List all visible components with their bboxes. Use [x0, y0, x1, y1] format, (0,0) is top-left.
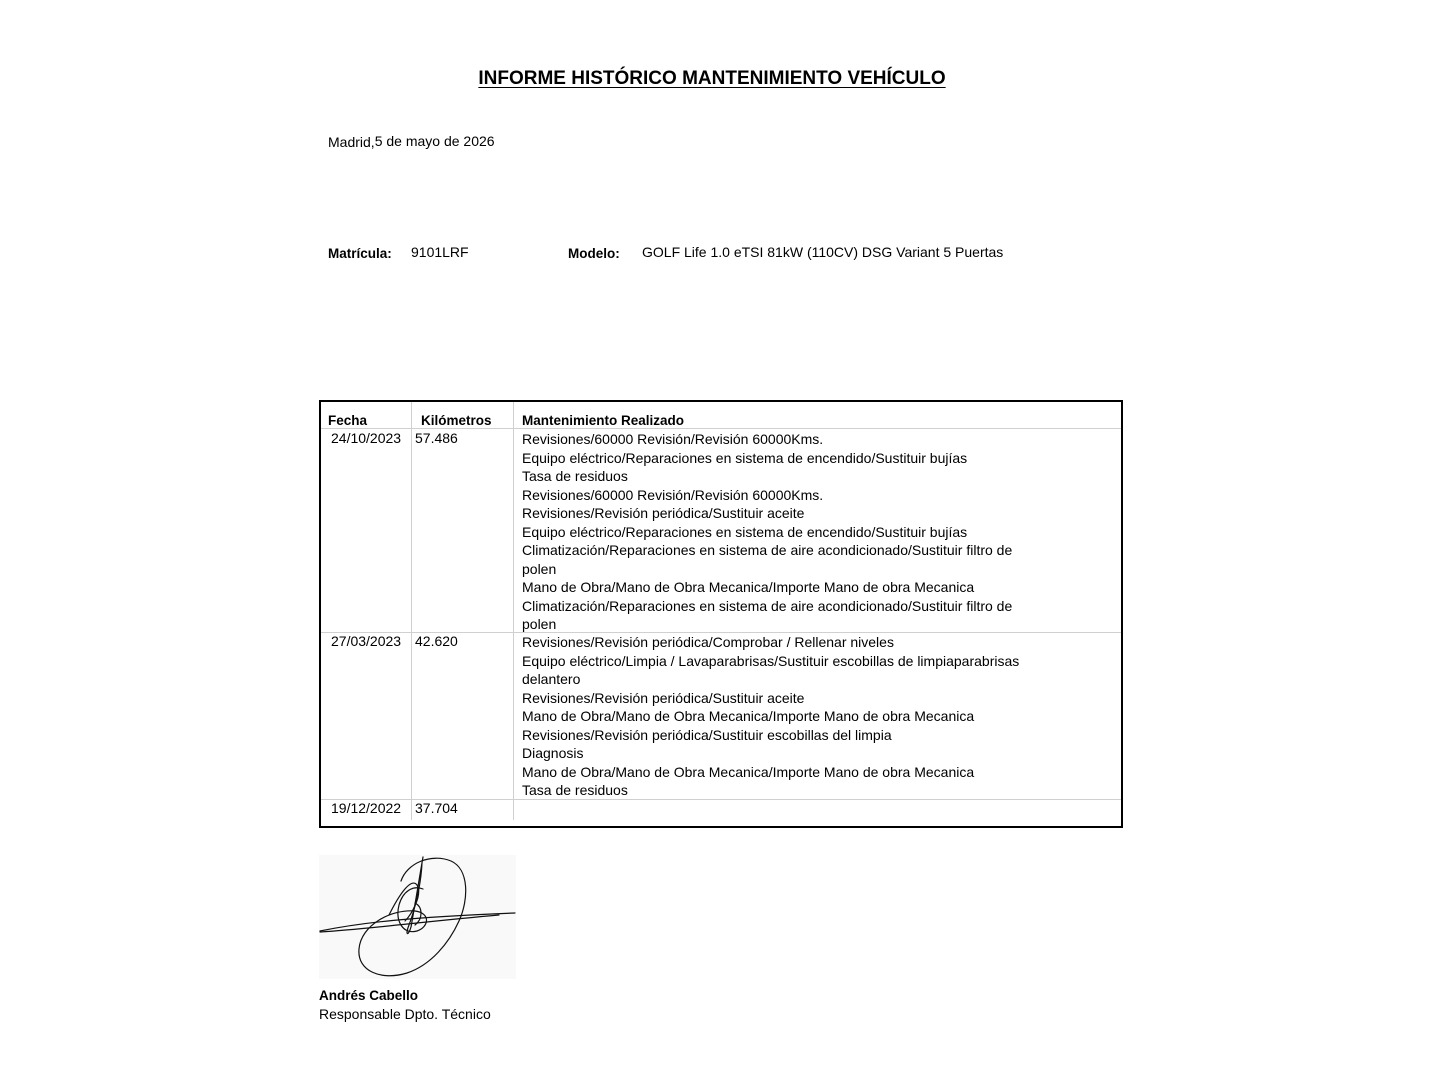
- work-line: Revisiones/Revisión periódica/Comprobar / Rellenar niveles: [522, 634, 894, 650]
- work-line: delantero: [522, 671, 581, 687]
- work-line: Mano de Obra/Mano de Obra Mecanica/Importe Mano de obra Mecanica: [522, 763, 975, 780]
- signature-image: [319, 855, 516, 979]
- work-line: Revisiones/60000 Revisión/Revisión 60000Kms.: [522, 431, 824, 447]
- work-line: Revisiones/Revisión periódica/Sustituir aceite: [522, 505, 805, 521]
- header-date: Fecha: [328, 413, 368, 428]
- work-line: polen: [522, 616, 557, 632]
- work-line: Mano de Obra/Mano de Obra Mecanica/Importe Mano de obra Mecanica: [522, 579, 975, 595]
- work-line: Diagnosis: [522, 745, 584, 761]
- date-text: 5 de mayo de 2026: [374, 133, 495, 149]
- work-line: Tasa de residuos: [522, 468, 628, 484]
- plate-value: 9101LRF: [411, 244, 469, 260]
- row-km: 42.620: [415, 633, 458, 649]
- work-line: Climatización/Reparaciones en sistema de aire acondicionado/Sustituir filtro de: [522, 542, 1013, 558]
- work-line: Revisiones/60000 Revisión/Revisión 60000Kms.: [522, 486, 824, 503]
- row-work: [522, 633, 1019, 800]
- work-line: Revisiones/Revisión periódica/Sustituir aceite: [522, 689, 805, 706]
- work-line: polen: [522, 560, 557, 577]
- work-line: Climatización/Reparaciones en sistema de aire acondicionado/Sustituir filtro de: [522, 597, 1013, 614]
- row-date: 19/12/2022: [331, 800, 402, 816]
- header-work: Mantenimiento Realizado: [522, 413, 685, 428]
- row-km: 37.704: [415, 800, 458, 816]
- work-line: Revisiones/Revisión periódica/Sustituir escobillas del limpia: [522, 726, 892, 743]
- signer-name: Andrés Cabello: [319, 988, 419, 1003]
- header-km: Kilómetros: [421, 413, 492, 428]
- model-value: GOLF Life 1.0 eTSI 81kW (110CV) DSG Variant 5 Puertas: [642, 244, 1004, 260]
- maintenance-table: [319, 400, 1123, 828]
- place-date: [328, 133, 495, 149]
- work-line: Equipo eléctrico/Reparaciones en sistema de encendido/Sustituir bujías: [522, 449, 968, 466]
- column-divider: [411, 402, 412, 820]
- signer-role: Responsable Dpto. Técnico: [319, 1006, 491, 1022]
- place-text: Madrid,: [328, 134, 375, 150]
- row-date: 27/03/2023: [331, 633, 402, 649]
- report-title: INFORME HISTÓRICO MANTENIMIENTO VEHÍCULO: [478, 68, 946, 89]
- work-line: Equipo eléctrico/Reparaciones en sistema de encendido/Sustituir bujías: [522, 523, 968, 540]
- column-divider: [513, 402, 514, 820]
- plate-label: Matrícula:: [328, 246, 392, 261]
- row-date: 24/10/2023: [331, 430, 402, 446]
- work-line: Mano de Obra/Mano de Obra Mecanica/Importe Mano de obra Mecanica: [522, 708, 975, 724]
- work-line: Equipo eléctrico/Limpia / Lavaparabrisas/Sustituir escobillas de limpiaparabrisas: [522, 652, 1020, 669]
- model-label: Modelo:: [568, 246, 620, 261]
- row-work: [522, 430, 1012, 634]
- signature-scribble: [319, 855, 516, 979]
- work-line: Tasa de residuos: [522, 782, 628, 798]
- row-km: 57.486: [415, 430, 458, 446]
